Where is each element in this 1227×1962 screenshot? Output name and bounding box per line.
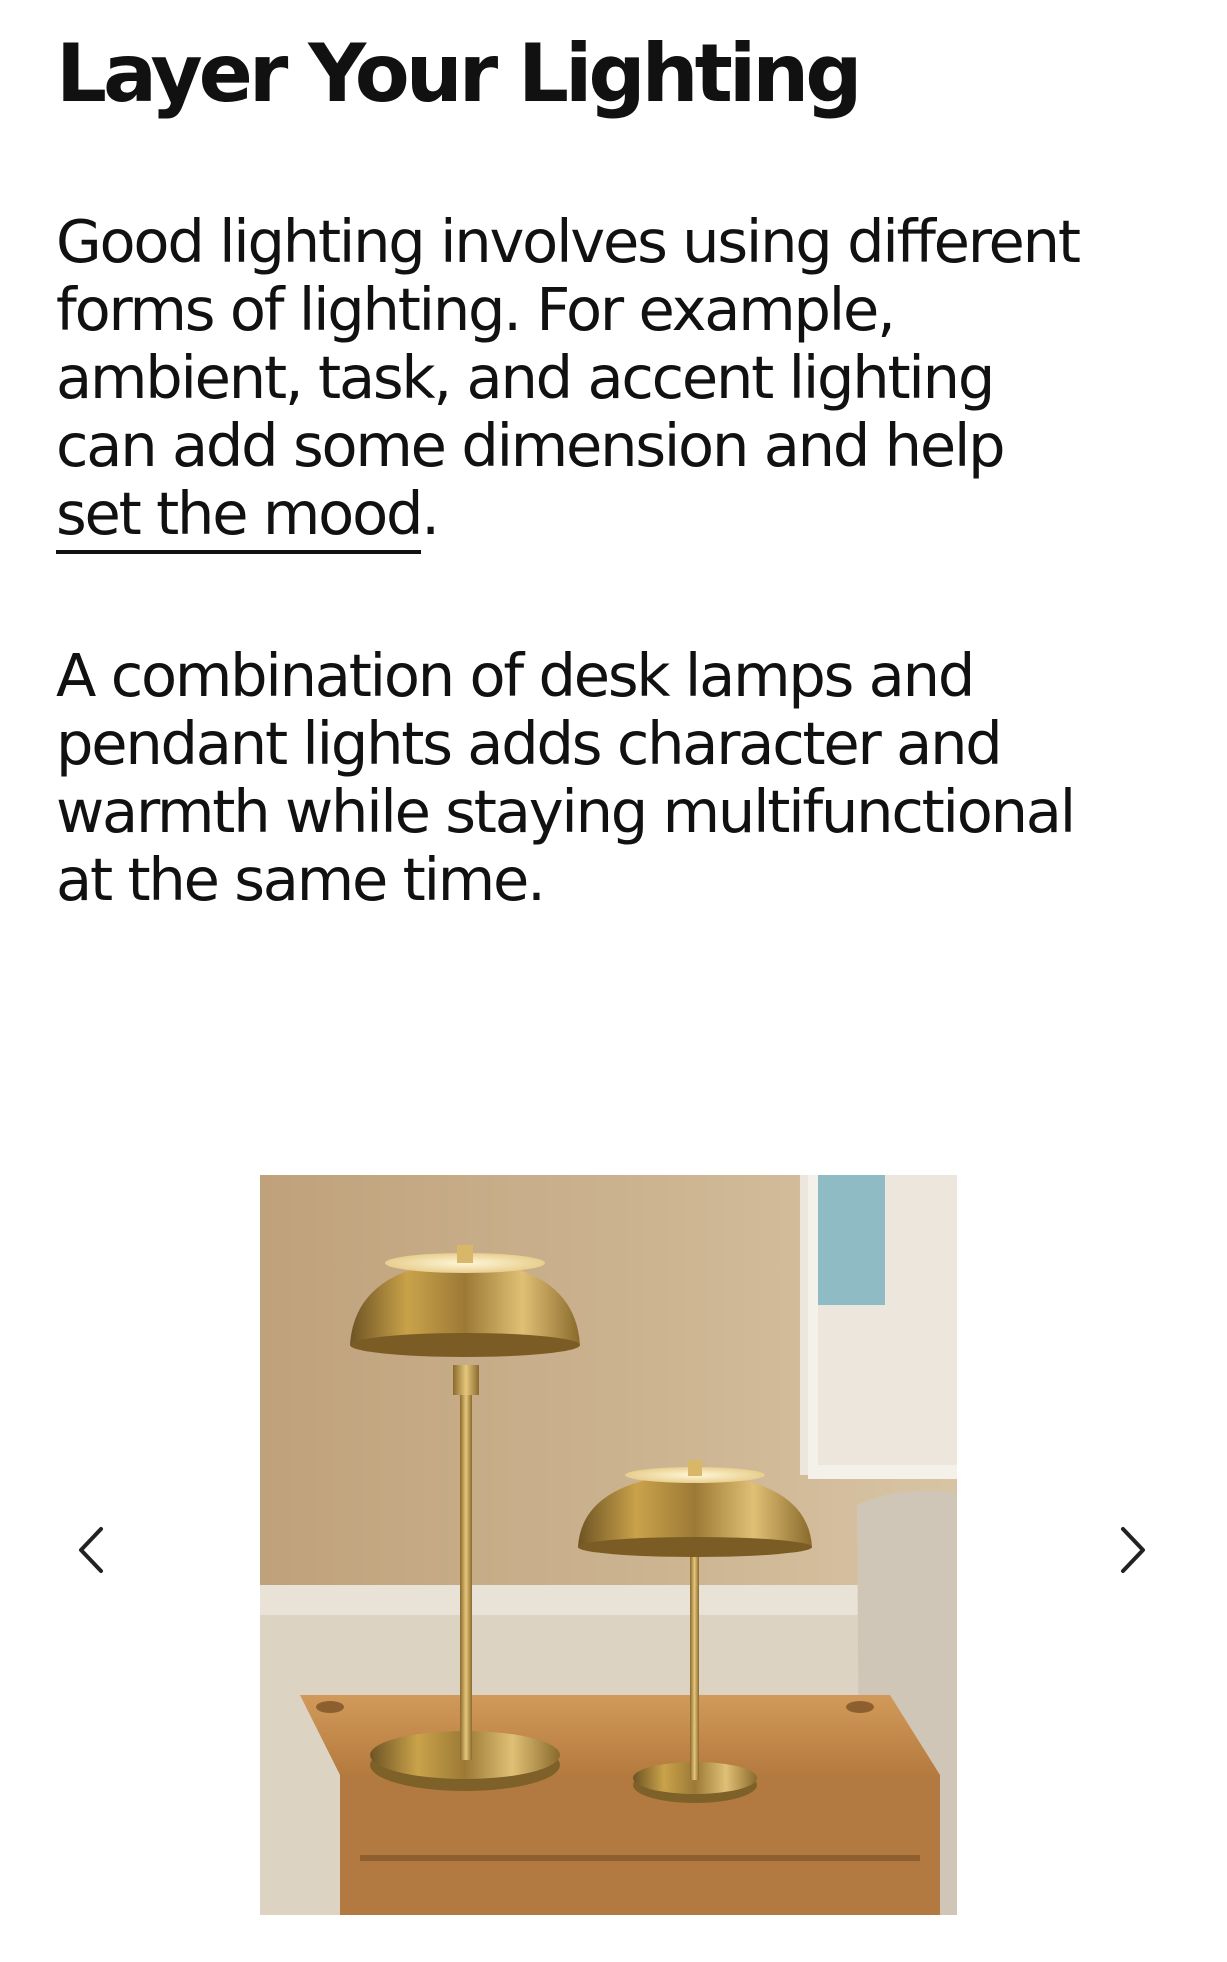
paragraph-line: ambient, task, and accent lighting [56, 343, 994, 412]
second-paragraph [56, 642, 1176, 914]
image-carousel [0, 1175, 1227, 1962]
paragraph-line: Good lighting involves using different [56, 207, 1079, 276]
page-title: Layer Your Lighting [56, 27, 859, 120]
set-the-mood-link[interactable]: set the mood [56, 479, 421, 554]
intro-paragraph [56, 208, 1176, 548]
paragraph-line: A combination of desk lamps and [56, 641, 974, 710]
paragraph-line: warmth while staying multifunctional [56, 777, 1074, 846]
carousel-slide-image [260, 1175, 957, 1915]
paragraph-line: at the same time. [56, 845, 544, 914]
chevron-right-icon [1119, 1525, 1149, 1575]
link-suffix: . [421, 479, 438, 548]
carousel-next-button[interactable] [1104, 1510, 1164, 1590]
brass-desk-lamps-photo [260, 1175, 957, 1915]
paragraph-line: pendant lights adds character and [56, 709, 1001, 778]
chevron-left-icon [75, 1525, 105, 1575]
paragraph-line: forms of lighting. For example, [56, 275, 894, 344]
paragraph-line: can add some dimension and help [56, 411, 1004, 480]
paragraph-line [56, 480, 1176, 548]
carousel-prev-button[interactable] [60, 1510, 120, 1590]
